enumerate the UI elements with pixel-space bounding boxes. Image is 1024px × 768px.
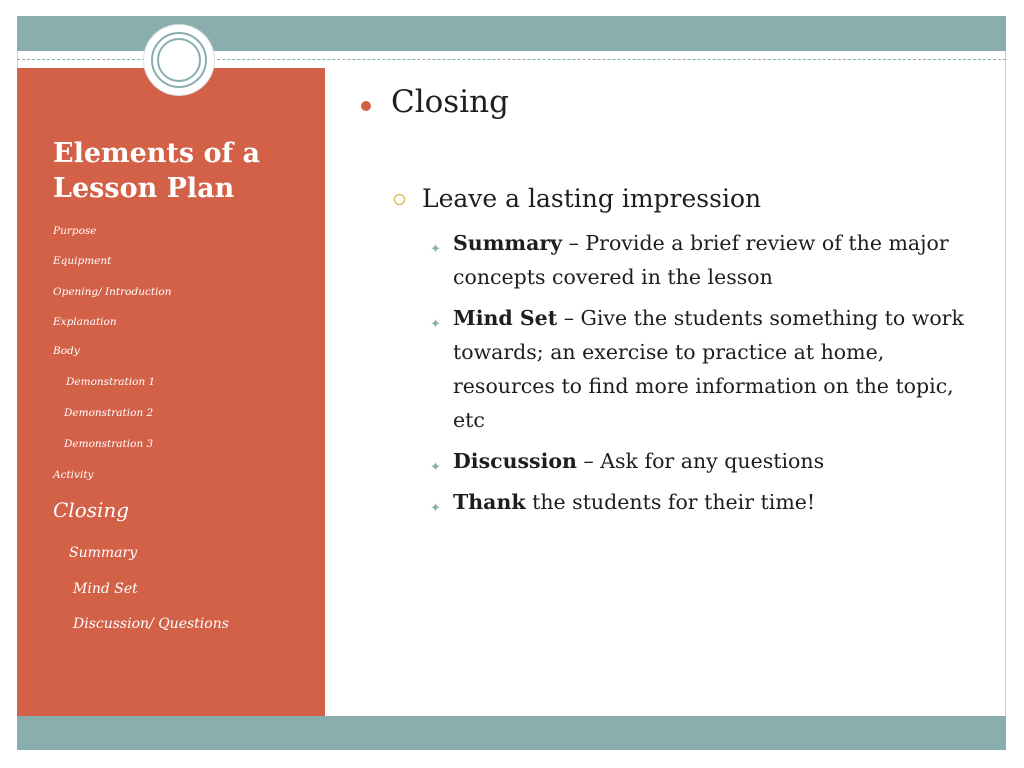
four-point-star-icon: ✦ (430, 317, 441, 332)
bullet-heading (362, 84, 509, 120)
hollow-circle-icon (394, 194, 405, 205)
nav-item-mind-set[interactable]: Mind Set (73, 581, 138, 597)
nav-item-discussion-questions[interactable]: Discussion/ Questions (73, 616, 229, 632)
nav-item-equipment[interactable]: Equipment (53, 255, 112, 267)
sidebar-title: Elements of a Lesson Plan (53, 138, 260, 204)
point-text: the students for their time! (525, 490, 816, 514)
point-term: Summary (453, 231, 563, 255)
point-thank (430, 485, 970, 519)
point-discussion (430, 444, 970, 478)
point-summary (430, 226, 970, 294)
four-point-star-icon: ✦ (430, 460, 441, 475)
point-text: – Provide a brief review of the major concepts covered in the lesson (453, 231, 949, 289)
filled-dot-icon (361, 101, 371, 111)
nav-item-body[interactable]: Body (53, 345, 80, 357)
nav-item-summary[interactable]: Summary (69, 545, 138, 561)
nav-item-demonstration-2[interactable]: Demonstration 2 (64, 407, 154, 419)
nav-item-closing[interactable]: Closing (53, 498, 130, 522)
nav-item-demonstration-3[interactable]: Demonstration 3 (64, 438, 154, 450)
point-text: – Ask for any questions (576, 449, 825, 473)
four-point-star-icon: ✦ (430, 242, 441, 257)
nav-item-opening[interactable]: Opening/ Introduction (53, 286, 172, 298)
heading-text: Closing (391, 84, 509, 120)
point-text: – Give the students something to work towards; an exercise to practice at home, resources to find more information on the topic, etc (453, 306, 964, 432)
four-point-star-icon: ✦ (430, 501, 441, 516)
point-mind-set (430, 301, 970, 437)
subheading-text: Leave a lasting impression (422, 184, 762, 213)
point-term: Mind Set (453, 306, 558, 330)
bullet-subheading (394, 184, 761, 213)
nav-item-activity[interactable]: Activity (53, 469, 94, 481)
point-term: Thank (453, 490, 526, 514)
point-term: Discussion (453, 449, 577, 473)
nav-item-purpose[interactable]: Purpose (53, 225, 97, 237)
nav-item-explanation[interactable]: Explanation (53, 316, 117, 328)
nav-item-demonstration-1[interactable]: Demonstration 1 (66, 376, 156, 388)
